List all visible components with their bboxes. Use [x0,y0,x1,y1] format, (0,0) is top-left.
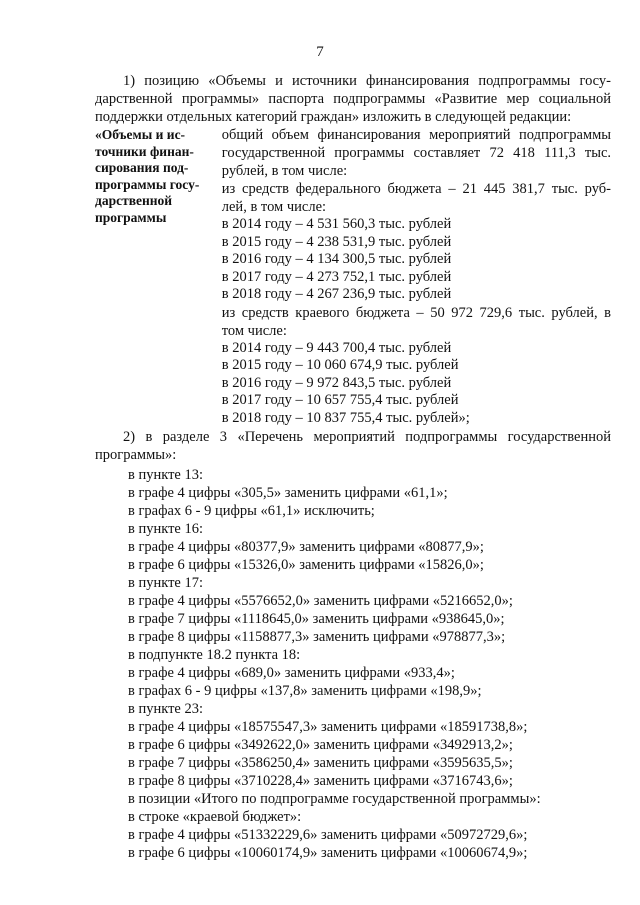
changes-list [95,466,611,862]
regional-year-line: в 2014 году – 9 443 700,4 тыс. рублей [221,339,452,356]
paragraph-line: 2) в разделе 3 «Перечень мероприятий подпрограммы государственной [123,429,611,445]
federal-year-line: в 2018 году – 4 267 236,9 тыс. рублей [221,286,452,302]
regional-year-line: в 2016 году – 9 972 843,5 тыс. рублей [221,374,452,391]
total-line: рублей, в том числе: [221,163,348,179]
paragraph-line: программы»: [95,447,177,463]
paragraph-line: дарственной программы» паспорта подпрограммы «Развитие мер социальной [95,91,611,107]
paragraph-line: поддержки отдельных категорий граждан» изложить в следующей редакции: [95,109,572,125]
passport-label [95,126,210,427]
change-line: в пункте 16: [128,521,204,537]
change-line: в графе 4 цифры «305,5» заменить цифрами «61,1»; [128,485,448,501]
change-line: в графе 6 цифры «10060174,9» заменить цифрами «10060674,9»; [128,845,528,861]
change-line: в графе 4 цифры «689,0» заменить цифрами «933,4»; [128,665,455,681]
change-line: в графе 8 цифры «3710228,4» заменить цифрами «3716743,6»; [128,773,513,789]
federal-line: из средств федерального бюджета – 21 445 381,7 тыс. руб- [221,181,611,197]
label-line: сирования под- [95,160,189,175]
label-line: дарственной [95,193,173,208]
change-line: в пункте 13: [128,467,204,483]
change-line: в графах 6 - 9 цифры «137,8» заменить цифрами «198,9»; [128,683,482,699]
change-line: в позиции «Итого по подпрограмме государственной программы»: [128,791,541,807]
federal-year-line: в 2014 году – 4 531 560,3 тыс. рублей [221,216,452,232]
label-line: точники финан- [95,143,194,159]
regional-year-line: в 2015 году – 10 060 674,9 тыс. рублей [221,357,459,373]
item-1-paragraph [95,72,611,126]
total-line: общий объем финансирования мероприятий подпрограммы [221,127,611,143]
change-line: в графе 4 цифры «51332229,6» заменить цифрами «50972729,6»; [128,827,528,843]
change-line: в графе 7 цифры «3586250,4» заменить цифрами «3595635,5»; [128,755,513,771]
passport-table [95,126,611,427]
regional-line: из средств краевого бюджета – 50 972 729,6 тыс. рублей, в [221,304,611,321]
change-line: в подпункте 18.2 пункта 18: [128,647,301,663]
change-line: в графе 4 цифры «5576652,0» заменить цифрами «5216652,0»; [128,593,513,609]
change-line: в графе 7 цифры «1118645,0» заменить цифрами «938645,0»; [128,611,505,627]
change-line: в графе 4 цифры «18575547,3» заменить цифрами «18591738,8»; [128,719,528,735]
federal-line: лей, в том числе: [221,199,327,215]
change-line: в графе 6 цифры «15326,0» заменить цифрами «15826,0»; [128,557,484,573]
label-line: программы госу- [95,176,200,192]
regional-line: том числе: [221,322,287,339]
total-line: государственной программы составляет 72 418 111,3 тыс. [221,145,611,161]
change-line: в пункте 17: [128,575,204,591]
document-body [95,72,611,862]
paragraph-line: 1) позицию «Объемы и источники финансирования подпрограммы госу- [123,73,611,89]
regional-year-line: в 2018 году – 10 837 755,4 тыс. рублей»; [221,409,470,426]
change-line: в графе 6 цифры «3492622,0» заменить цифрами «3492913,2»; [128,737,513,753]
change-line: в графах 6 - 9 цифры «61,1» исключить; [128,503,375,519]
regional-year-line: в 2017 году – 10 657 755,4 тыс. рублей [221,392,459,408]
item-2-paragraph [95,428,611,464]
change-line: в графе 8 цифры «1158877,3» заменить цифрами «978877,3»; [128,629,506,645]
federal-year-line: в 2016 году – 4 134 300,5 тыс. рублей [221,251,452,267]
federal-year-line: в 2017 году – 4 273 752,1 тыс. рублей [221,268,452,285]
federal-year-line: в 2015 году – 4 238 531,9 тыс. рублей [221,233,452,250]
change-line: в графе 4 цифры «80377,9» заменить цифрами «80877,9»; [128,539,484,555]
change-line: в пункте 23: [128,701,204,717]
change-line: в строке «краевой бюджет»: [128,809,302,825]
passport-value [222,126,611,427]
label-line: «Объемы и ис- [95,127,186,142]
page-number: 7 [316,44,324,60]
label-line: программы [95,209,167,225]
